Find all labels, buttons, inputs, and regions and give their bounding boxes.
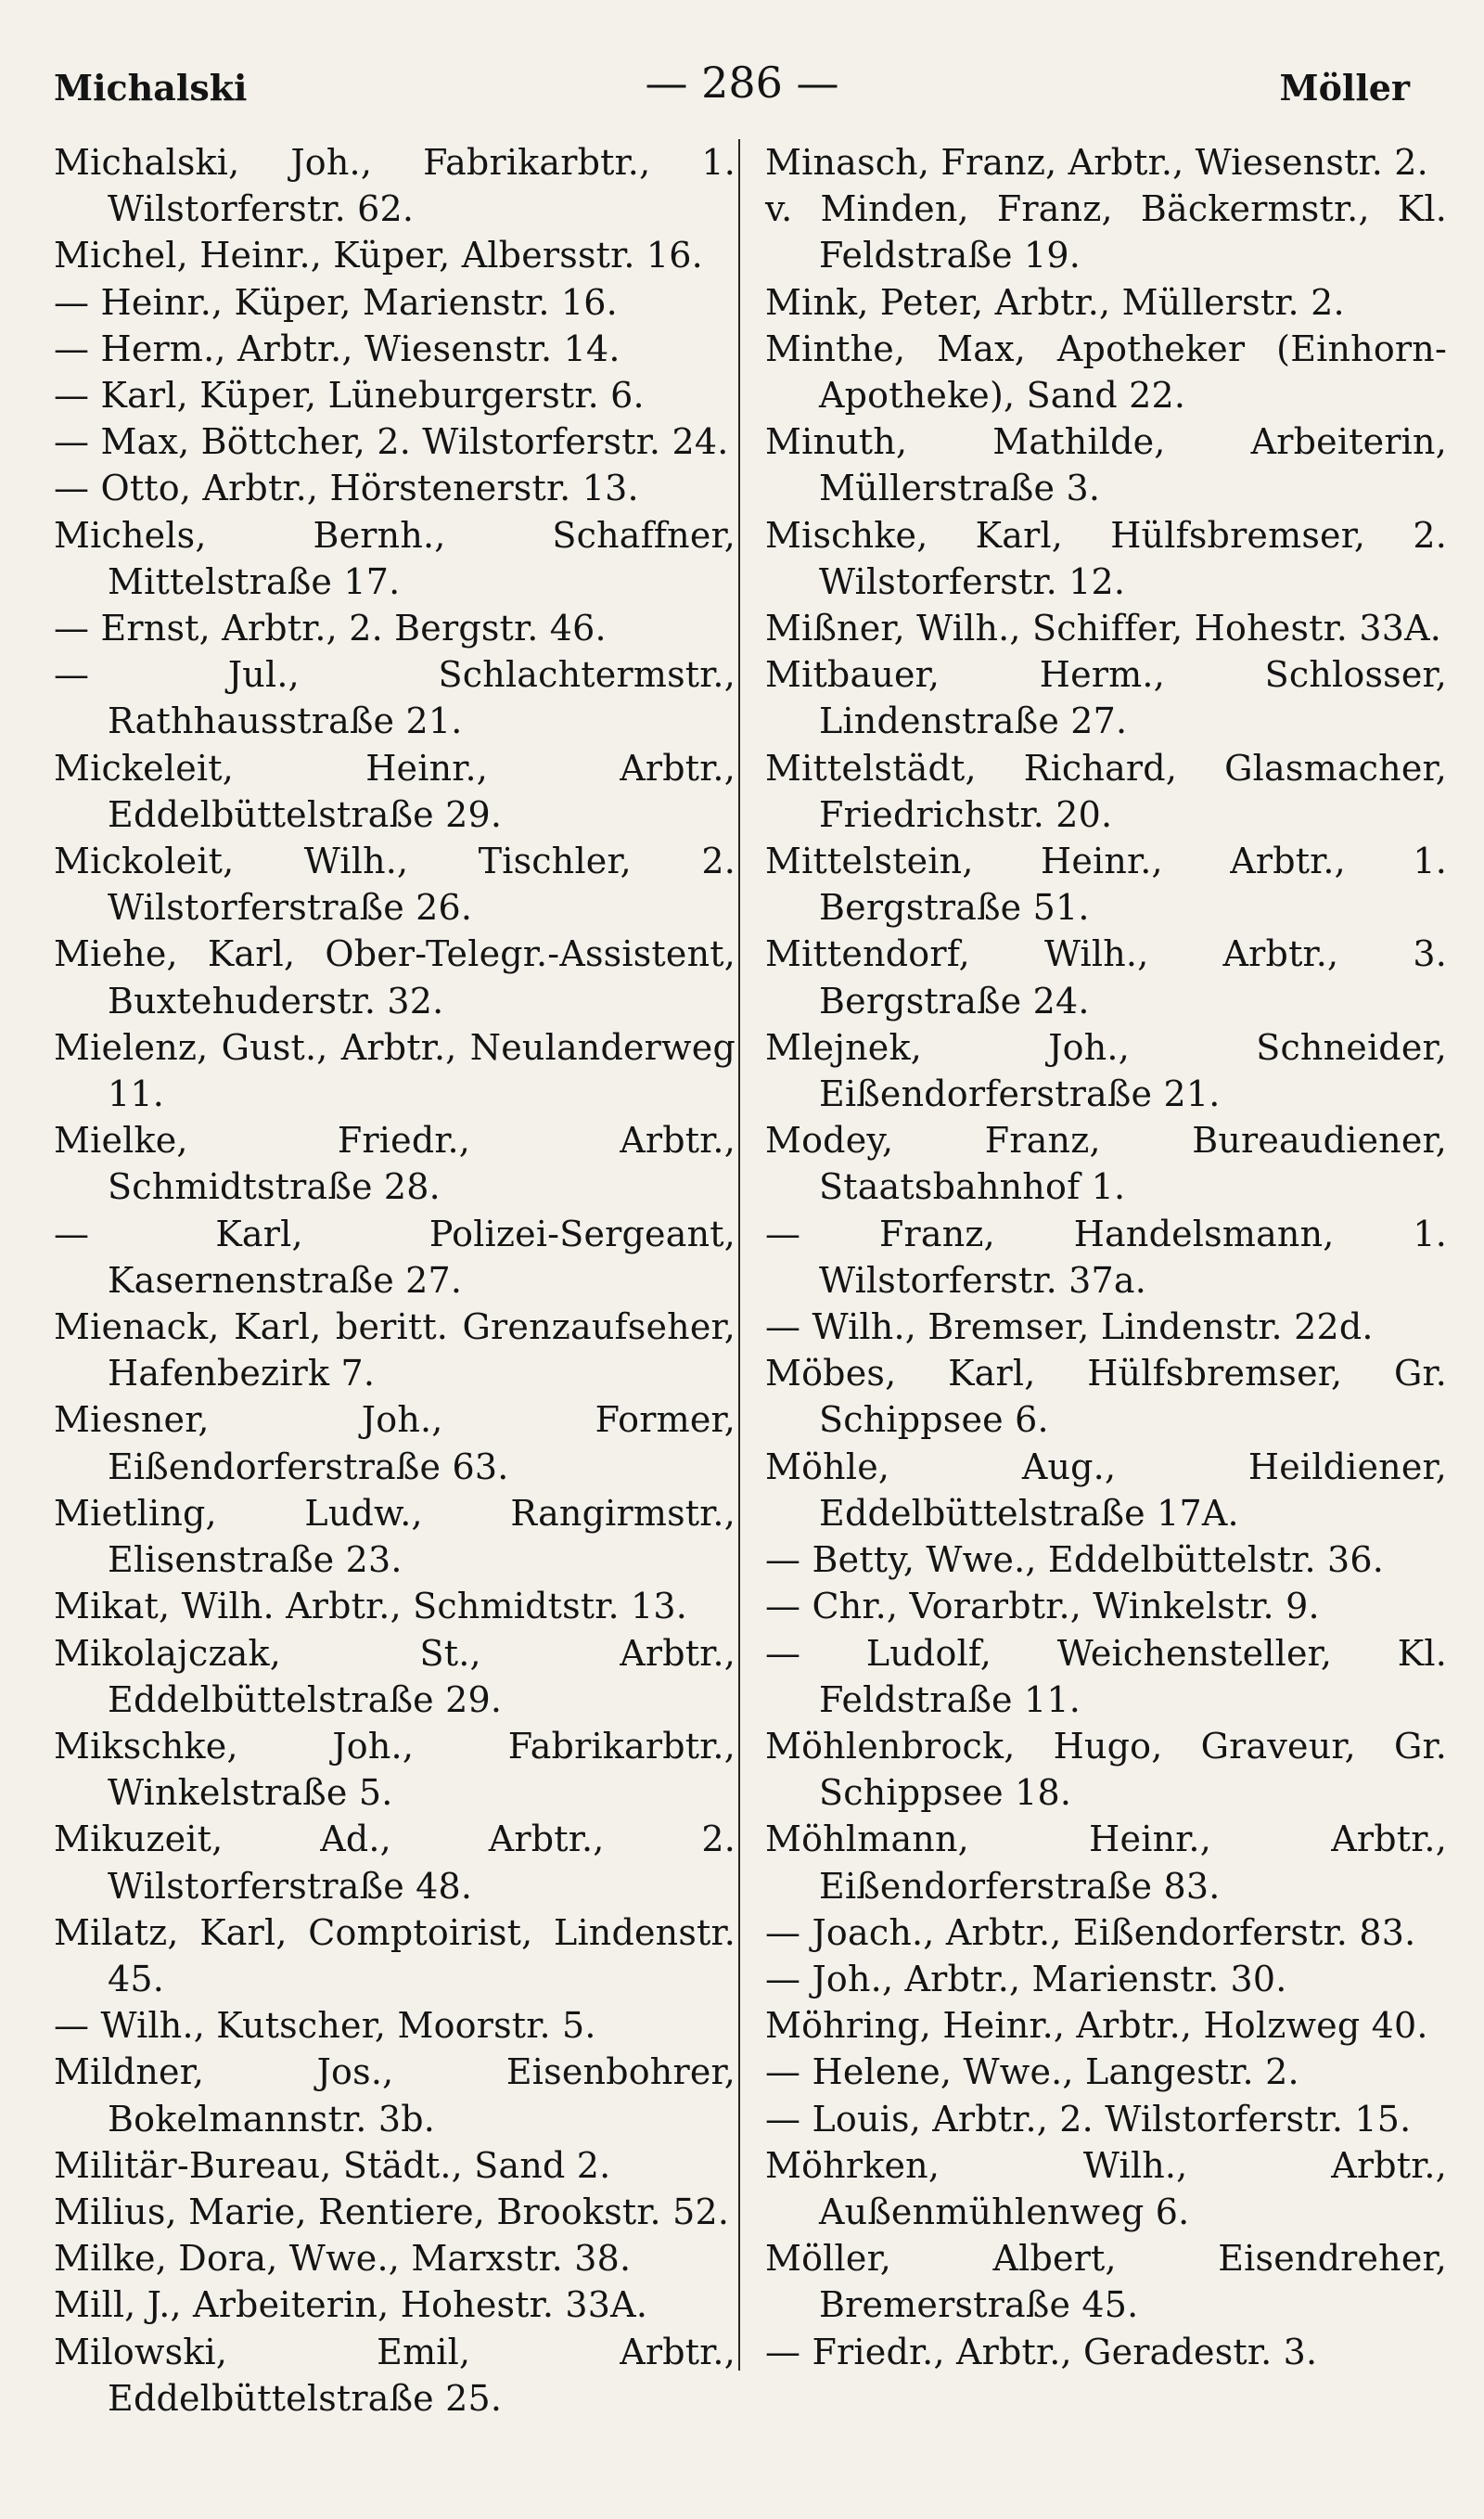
directory-entry: Mill, J., Arbeiterin, Hohestr. 33A.: [54, 2284, 648, 2326]
directory-entry: Mlejnek, Joh., Schneider, Eißendorferstraße 21.: [765, 1026, 1447, 1115]
directory-entry: Milowski, Emil, Arbtr., Eddelbüttelstraße 25.: [54, 2331, 736, 2419]
directory-entry: — Friedr., Arbtr., Geradestr. 3.: [765, 2331, 1318, 2372]
directory-entry: Mielke, Friedr., Arbtr., Schmidtstraße 28.: [54, 1120, 736, 1208]
directory-entry: Miesner, Joh., Former, Eißendorferstraße 63.: [54, 1399, 736, 1487]
directory-entry: Mischke, Karl, Hülfsbremser, 2. Wilstorferstr. 12.: [765, 514, 1447, 602]
directory-entry: — Herm., Arbtr., Wiesenstr. 14.: [54, 328, 620, 369]
header-left-catchword: Michalski: [54, 67, 248, 109]
directory-entry: — Joach., Arbtr., Eißendorferstr. 83.: [765, 1911, 1416, 1953]
header-right-catchword: Möller: [1279, 67, 1410, 109]
directory-entry: — Jul., Schlachtermstr., Rathhausstraße 21.: [54, 654, 736, 742]
directory-entry: — Joh., Arbtr., Marienstr. 30.: [765, 1958, 1287, 1999]
directory-entry: — Franz, Handelsmann, 1. Wilstorferstr. 37a.: [765, 1213, 1447, 1301]
directory-entry: Mißner, Wilh., Schiffer, Hohestr. 33A.: [765, 608, 1442, 649]
directory-entry: Mittelstädt, Richard, Glasmacher, Friedrichstr. 20.: [765, 747, 1447, 835]
directory-entry: Mikschke, Joh., Fabrikarbtr., Winkelstraße 5.: [54, 1725, 736, 1814]
directory-entry: — Max, Böttcher, 2. Wilstorferstr. 24.: [54, 421, 729, 463]
directory-entry: — Ludolf, Weichensteller, Kl. Feldstraße 11.: [765, 1632, 1447, 1720]
directory-entry: Mikuzeit, Ad., Arbtr., 2. Wilstorferstraße 48.: [54, 1819, 736, 1907]
directory-entry: Möhlenbrock, Hugo, Graveur, Gr. Schippsee 18.: [765, 1725, 1447, 1814]
directory-entry: Mienack, Karl, beritt. Grenzaufseher, Hafenbezirk 7.: [54, 1306, 736, 1394]
directory-entry: Minthe, Max, Apotheker (Einhorn-Apotheke), Sand 22.: [765, 328, 1447, 417]
left-column: [54, 139, 736, 2422]
directory-entry: Möhring, Heinr., Arbtr., Holzweg 40.: [765, 2005, 1428, 2047]
directory-entry: — Helene, Wwe., Langestr. 2.: [765, 2051, 1299, 2093]
directory-entry: Milke, Dora, Wwe., Marxstr. 38.: [54, 2238, 632, 2280]
directory-entry: Minasch, Franz, Arbtr., Wiesenstr. 2.: [765, 142, 1428, 183]
running-header: [0, 58, 1484, 141]
directory-entry: Mickeleit, Heinr., Arbtr., Eddelbüttelstraße 29.: [54, 747, 736, 835]
column-divider: [738, 139, 740, 2371]
directory-entry: Milius, Marie, Rentiere, Brookstr. 52.: [54, 2191, 730, 2232]
directory-entry: — Wilh., Bremser, Lindenstr. 22d.: [765, 1306, 1374, 1348]
directory-entry: Mietling, Ludw., Rangirmstr., Elisenstraße 23.: [54, 1492, 736, 1581]
page-number: — 286 —: [645, 58, 839, 108]
directory-entry: Michalski, Joh., Fabrikarbtr., 1. Wilstorferstr. 62.: [54, 142, 736, 230]
directory-entry: — Ernst, Arbtr., 2. Bergstr. 46.: [54, 608, 607, 649]
directory-entry: Mikolajczak, St., Arbtr., Eddelbüttelstraße 29.: [54, 1632, 736, 1720]
directory-entry: — Wilh., Kutscher, Moorstr. 5.: [54, 2005, 596, 2047]
directory-entry: — Karl, Polizei-Sergeant, Kasernenstraße 27.: [54, 1213, 736, 1301]
directory-entry: Möhrken, Wilh., Arbtr., Außenmühlenweg 6.: [765, 2144, 1447, 2232]
directory-entry: Möhle, Aug., Heildiener, Eddelbüttelstraße 17A.: [765, 1446, 1447, 1534]
directory-entry: Mitbauer, Herm., Schlosser, Lindenstraße 27.: [765, 654, 1447, 742]
directory-entry: Militär-Bureau, Städt., Sand 2.: [54, 2144, 611, 2186]
directory-entry: — Karl, Küper, Lüneburgerstr. 6.: [54, 375, 645, 417]
directory-entry: — Chr., Vorarbtr., Winkelstr. 9.: [765, 1586, 1320, 1627]
directory-entry: Mikat, Wilh. Arbtr., Schmidtstr. 13.: [54, 1586, 688, 1627]
directory-entry: Mickoleit, Wilh., Tischler, 2. Wilstorferstraße 26.: [54, 841, 736, 929]
directory-entry: — Louis, Arbtr., 2. Wilstorferstr. 15.: [765, 2098, 1412, 2140]
directory-entry: Michel, Heinr., Küper, Albersstr. 16.: [54, 235, 703, 276]
directory-entry: Michels, Bernh., Schaffner, Mittelstraße 17.: [54, 514, 736, 602]
directory-entry: Mink, Peter, Arbtr., Müllerstr. 2.: [765, 281, 1345, 323]
directory-entry: Möller, Albert, Eisendreher, Bremerstraße 45.: [765, 2238, 1447, 2326]
directory-entry: — Heinr., Küper, Marienstr. 16.: [54, 281, 618, 323]
directory-entry: Möbes, Karl, Hülfsbremser, Gr. Schippsee 6.: [765, 1353, 1447, 1441]
directory-entry: Möhlmann, Heinr., Arbtr., Eißendorferstraße 83.: [765, 1819, 1447, 1907]
right-column: [765, 139, 1447, 2375]
directory-entry: v. Minden, Franz, Bäckermstr., Kl. Feldstraße 19.: [765, 188, 1447, 276]
directory-entry: Milatz, Karl, Comptoirist, Lindenstr. 45.: [54, 1911, 736, 1999]
directory-entry: Mittelstein, Heinr., Arbtr., 1. Bergstraße 51.: [765, 841, 1447, 929]
directory-entry: Modey, Franz, Bureaudiener, Staatsbahnhof 1.: [765, 1120, 1447, 1208]
directory-entry: — Betty, Wwe., Eddelbüttelstr. 36.: [765, 1539, 1385, 1581]
directory-entry: Miehe, Karl, Ober-Telegr.-Assistent, Buxtehuderstr. 32.: [54, 933, 736, 1022]
directory-entry: Mittendorf, Wilh., Arbtr., 3. Bergstraße 24.: [765, 933, 1447, 1022]
directory-entry: — Otto, Arbtr., Hörstenerstr. 13.: [54, 468, 639, 509]
directory-entry: Minuth, Mathilde, Arbeiterin, Müllerstraße 3.: [765, 421, 1447, 509]
directory-entry: Mildner, Jos., Eisenbohrer, Bokelmannstr. 3b.: [54, 2051, 736, 2140]
directory-entry: Mielenz, Gust., Arbtr., Neulanderweg 11.: [54, 1026, 736, 1115]
